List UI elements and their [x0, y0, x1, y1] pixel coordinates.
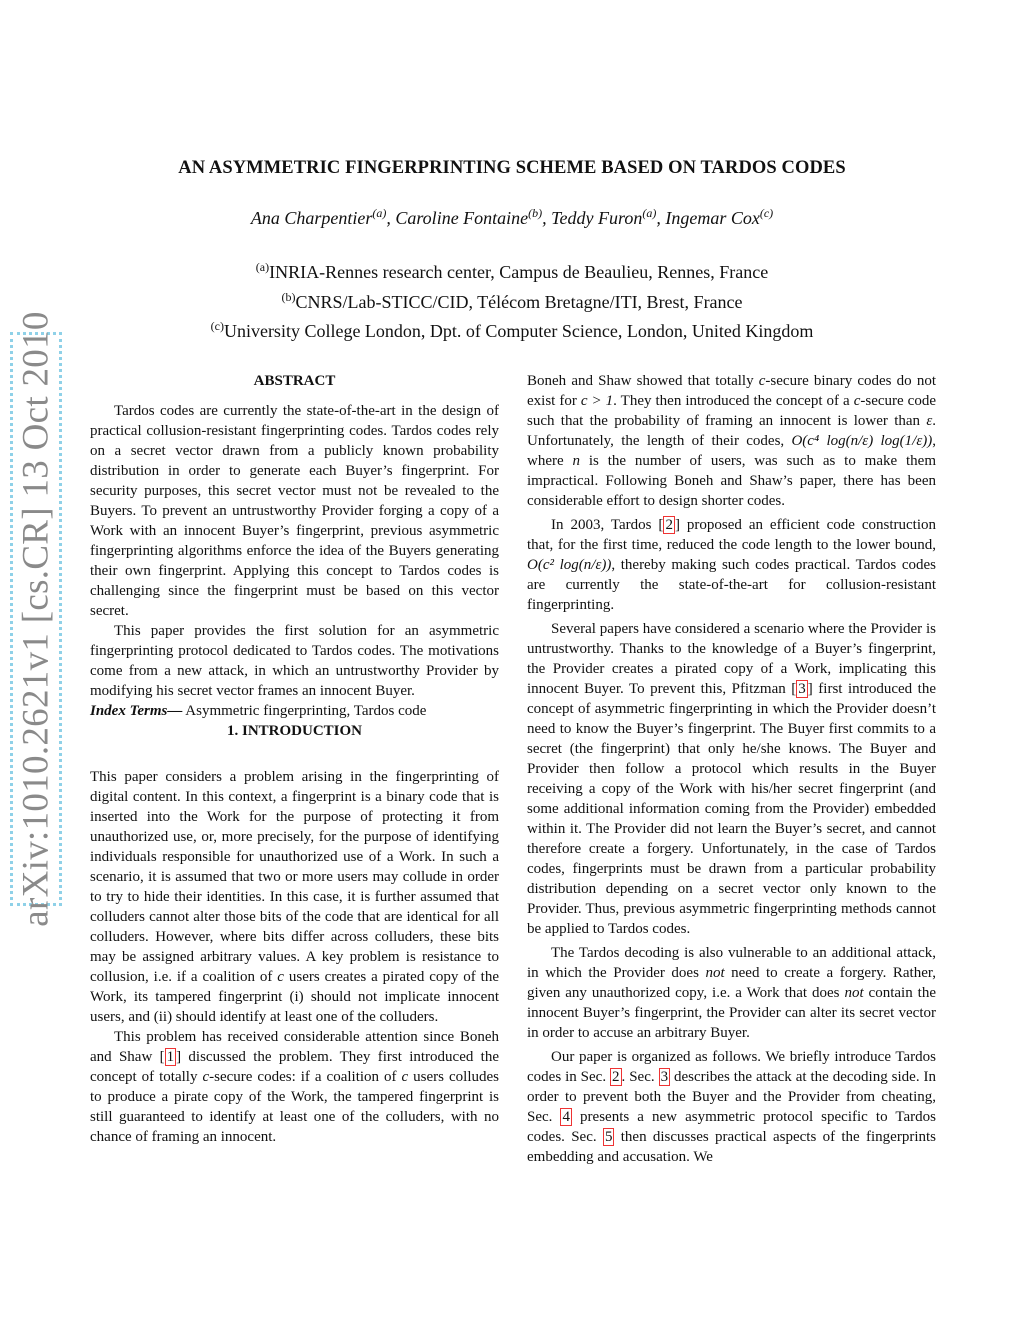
text-run: users colludes to produce a pirate copy of the Work, the tampered fingerprint is still guaranteed to identify at least one of the colluders, with no chance of framing an innocent.	[90, 1069, 499, 1145]
affiliation-line	[0, 255, 1024, 285]
index-terms-text: Asymmetric fingerprinting, Tardos code	[182, 703, 427, 719]
math-formula: O(c⁴ log(n/ε) log(1/ε))	[791, 433, 933, 449]
abstract-heading: ABSTRACT	[253, 373, 336, 389]
author-name: Teddy Furon	[551, 208, 643, 228]
text-run: In 2003, Tardos [	[551, 517, 664, 533]
text-run: then discusses practical aspects of the fingerprints embedding and accusation. We	[527, 1129, 937, 1165]
section-link[interactable]: 2	[612, 1069, 620, 1085]
text-run: Several papers have considered a scenario where the Provider is untrustworthy. Thanks to the knowledge of a Buyer’s fingerprint, the Provider creates a pirated copy of a Work, implicating this innocent Buyer. To prevent this, Pfitzman [	[527, 621, 936, 697]
math-symbol: c	[202, 1069, 210, 1085]
abstract-paragraph: This paper provides the first solution for an asymmetric fingerprinting protocol dedicated to Tardos codes. The motivations come from a new attack, in which an untrustworthy Provider by modifying his secret vector frames an innocent Buyer.	[90, 623, 499, 699]
text-run: ] first introduced the concept of asymmetric fingerprinting in which the Provider doesn’t need to know the Buyer’s fingerprint. The Buyer first commits to a secret (the fingerprint) that only he/she knows. The Buyer and Provider then follow a protocol which results in the Buyer receiving a copy of the Work with his/her secret fingerprint (and some additional information coming from the Provider) embedded within it. The Provider did not learn the Buyer’s secret, and cannot therefore create a forgery. Unfortunately, in the case of Tardos codes, fingerprints must be drawn from a particular probability distribution depending on a secret vector only known to the Provider. Thus, previous asymmetric fingerprinting methods cannot be applied to Tardos codes.	[527, 681, 936, 937]
author-separator: ,	[656, 208, 666, 228]
affiliation-text: University College London, Dpt. of Computer Science, London, United Kingdom	[223, 321, 814, 341]
abstract-paragraph: Tardos codes are currently the state-of-the-art in the design of practical collusion-resistant fingerprinting codes. Tardos codes rely on a secret vector drawn from a publicly known probability distribution in order to generate each Buyer’s fingerprint. For security purposes, this secret vector must not be revealed to the Buyers. To prevent an untrustworthy Provider forging a copy of a Work with an innocent Buyer’s fingerprint, previous asymmetric fingerprinting algorithms enforce the idea of the Buyers generating their own fingerprint. Applying this concept to Tardos codes is challenging since the fingerprint must be based on this vector secret.	[90, 403, 499, 619]
text-run: The Tardos decoding is also vulnerable to an additional attack, in which the Provider does	[527, 945, 936, 981]
text-run: This paper considers a problem arising in the fingerprinting of digital content. In this context, a fingerprint is a binary code that is inserted into the Work for the purpose of protecting it from unauthorized use, or, more precisely, for the purpose of identifying individuals responsible for unauthorized use of a Work. In such a scenario, it is assumed that two or more users may collude in order to try to hide their identities. In this case, it is further assumed that colluders cannot alter those bits of the code that are identical for all colluders. However, where bits differ across colluders, these bits may be assigned arbitrary values. A key problem is resistance to collusion, i.e. if a coalition of	[90, 769, 499, 985]
citation-link[interactable]: 1	[166, 1049, 175, 1065]
affiliation-line	[0, 285, 1024, 315]
section-link[interactable]: 4	[562, 1109, 570, 1125]
text-run: -secure code such that the probability of framing an innocent is lower than	[527, 393, 936, 429]
math-symbol: c	[401, 1069, 409, 1085]
affiliations	[0, 255, 1024, 344]
text-run: contain the innocent Buyer’s fingerprint, the Provider can alter its secret vector in order to accuse an arbitrary Buyer.	[527, 985, 936, 1041]
math-symbol: c	[758, 373, 766, 389]
math-formula: O(c² log(n/ε))	[527, 557, 612, 573]
citation-link[interactable]: 2	[665, 517, 673, 533]
text-run: . Sec.	[621, 1069, 659, 1085]
emphasis: not	[705, 965, 725, 981]
author-name: Ingemar Cox	[665, 208, 760, 228]
author-separator: ,	[542, 208, 552, 228]
author-affil-mark: (b)	[528, 206, 543, 220]
right-column	[527, 371, 936, 1167]
introduction-heading: 1. INTRODUCTION	[226, 723, 362, 739]
arxiv-sidebar-stamp	[10, 311, 62, 927]
text-run: -secure binary codes do not exist for	[527, 373, 936, 409]
citation-link[interactable]: 3	[798, 681, 806, 697]
section-link[interactable]: 5	[604, 1129, 613, 1145]
text-run: ] proposed an efficient code construction that, for the first time, reduced the code length to the lower bound,	[527, 517, 936, 553]
text-run: , where	[527, 433, 936, 469]
affiliation-mark: (b)	[281, 289, 296, 304]
spacer	[90, 751, 499, 767]
author-affil-mark: (c)	[759, 206, 774, 220]
affiliation-line	[0, 314, 1024, 344]
math-inline: c > 1	[580, 393, 614, 409]
text-run: , thereby making such codes practical. Tardos codes are currently the state-of-the-art for collusion-resistant fingerprinting.	[527, 557, 937, 613]
text-run: users creates a pirated copy of the Work, its tampered fingerprint (i) should not implicate innocent users, and (ii) should identify at least one of the colluders.	[90, 969, 499, 1025]
left-column	[90, 371, 499, 1147]
text-run: -secure codes: if a coalition of	[209, 1069, 402, 1085]
author-name: Ana Charpentier	[250, 208, 373, 228]
body-paragraph	[527, 1047, 936, 1167]
body-paragraph	[527, 619, 936, 939]
author-affil-mark: (a)	[372, 206, 387, 220]
text-run: Our paper is organized as follows. We briefly introduce Tardos codes in Sec.	[527, 1049, 936, 1085]
text-run: is the number of users, was such as to make them impractical. Following Boneh and Shaw’s paper, there has been considerable effort to design shorter codes.	[527, 453, 936, 509]
author-list	[0, 206, 1024, 229]
text-run: Boneh and Shaw showed that totally	[527, 373, 759, 389]
text-run: This problem has received considerable attention since Boneh and Shaw [	[90, 1029, 499, 1065]
math-symbol: ε	[926, 413, 933, 429]
text-run: . Unfortunately, the length of their codes,	[527, 413, 936, 449]
math-symbol: c	[853, 393, 861, 409]
paper-title: AN ASYMMETRIC FINGERPRINTING SCHEME BASED ON TARDOS CODES	[178, 158, 846, 178]
body-paragraph	[527, 943, 936, 1043]
arxiv-identifier: arXiv:1010.2621v1 [cs.CR] 13 Oct 2010	[15, 311, 57, 927]
author-name: Caroline Fontaine	[395, 208, 529, 228]
math-symbol: c	[277, 969, 284, 985]
author-separator: ,	[386, 208, 396, 228]
affiliation-mark: (a)	[255, 260, 270, 274]
intro-paragraph	[90, 1027, 499, 1147]
text-run: need to create a forgery. Rather, given any unauthorized copy, i.e. a Work that does	[527, 965, 937, 1001]
section-link[interactable]: 3	[660, 1069, 669, 1085]
affiliation-text: INRIA-Rennes research center, Campus de Beaulieu, Rennes, France	[269, 262, 769, 282]
emphasis: not	[844, 985, 864, 1001]
text-run: describes the attack at the decoding side. In order to prevent both the Buyer and the Provider from cheating, Sec.	[527, 1069, 936, 1125]
affiliation-mark: (c)	[210, 319, 224, 333]
intro-paragraph	[90, 767, 499, 1027]
body-paragraph	[527, 515, 936, 615]
index-terms	[90, 701, 499, 721]
body-paragraph	[527, 371, 936, 511]
affiliation-text: CNRS/Lab-STICC/CID, Télécom Bretagne/ITI, Brest, France	[295, 291, 743, 312]
text-run: . They then introduced the concept of a	[613, 393, 854, 409]
index-terms-label: Index Terms—	[90, 703, 183, 719]
text-run: presents a new asymmetric protocol specific to Tardos codes. Sec.	[527, 1109, 936, 1145]
math-symbol: n	[572, 453, 580, 469]
text-run: ] discussed the problem. They first introduced the concept of totally	[90, 1049, 499, 1085]
author-affil-mark: (a)	[642, 206, 657, 220]
